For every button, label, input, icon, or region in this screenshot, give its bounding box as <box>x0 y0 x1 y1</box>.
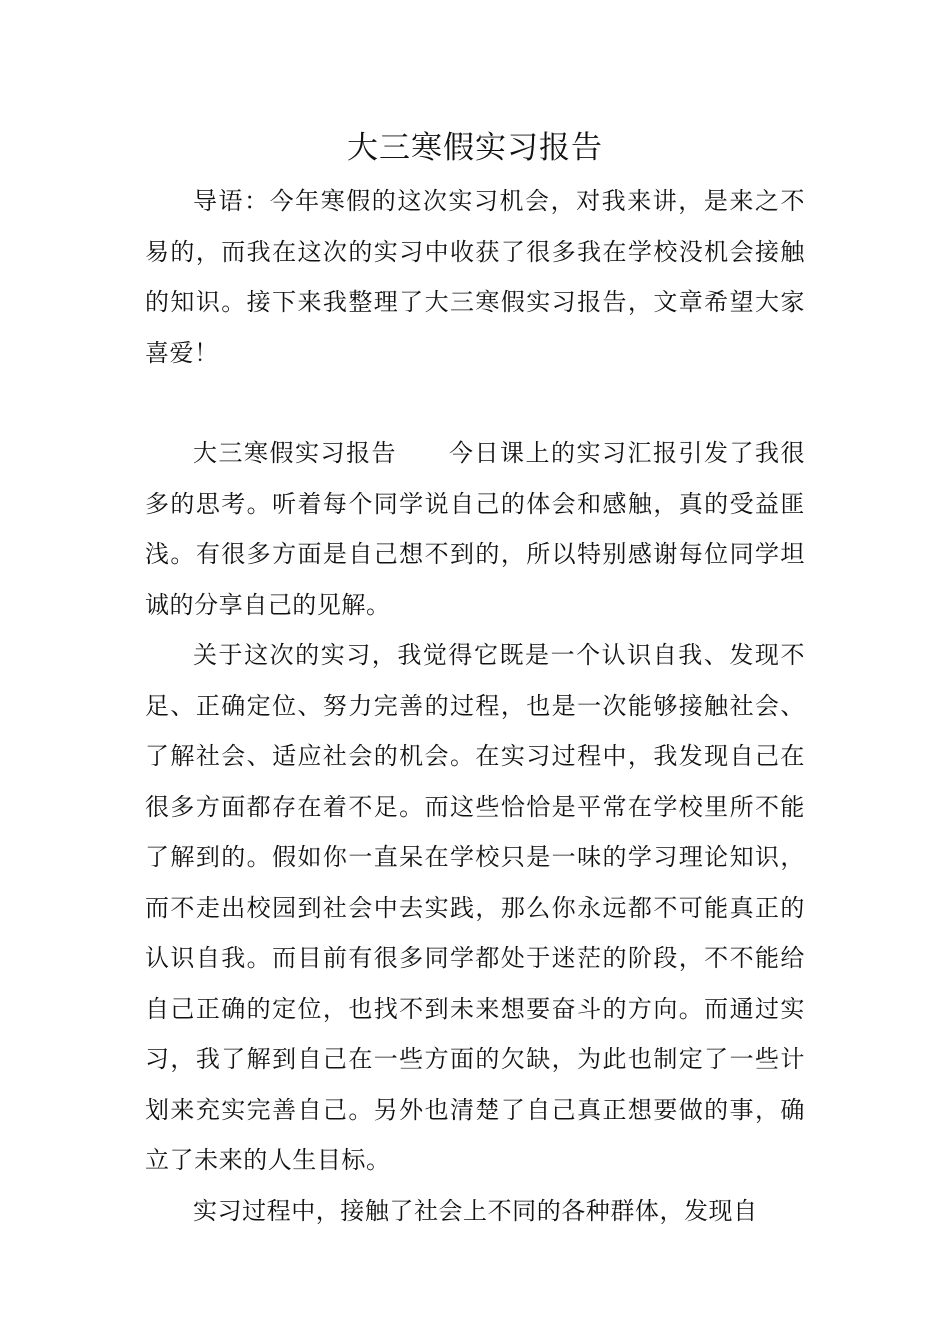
document-title: 大三寒假实习报告 <box>347 130 603 166</box>
body-paragraph-2: 关于这次的实习，我觉得它既是一个认识自我、发现不足、正确定位、努力完善的过程，也是一次能够接触社会、了解社会、适应社会的机会。在实习过程中，我发现自己在很多方面都存在着不足。而这些恰恰是平常在学校里所不能了解到的。假如你一直呆在学校只是一味的学习理论知识，而不走出校园到社会中去实践，那么你永远都不可能真正的认识自我。而目前有很多同学都处于迷茫的阶段，不不能给自己正确的定位，也找不到未来想要奋斗的方向。而通过实习，我了解到自己在一些方面的欠缺，为此也制定了一些计划来充实完善自己。另外也清楚了自己真正想要做的事，确立了未来的人生目标。 <box>145 641 805 1174</box>
intro-paragraph: 导语：今年寒假的这次实习机会，对我来讲，是来之不易的，而我在这次的实习中收获了很多我在学校没机会接触的知识。接下来我整理了大三寒假实习报告，文章希望大家喜爱！ <box>145 187 805 367</box>
body-paragraph-1 <box>145 428 805 630</box>
section-title: 大三寒假实习报告 <box>193 439 397 467</box>
paragraph-spacer <box>145 378 805 428</box>
body-paragraph-3: 实习过程中，接触了社会上不同的各种群体，发现自 <box>193 1196 758 1225</box>
paragraph-text-1: 今日课上的实习汇报引发了我很多的思考。听着每个同学说自己的体会和感触，真的受益匪浅。有很多方面是自己想不到的，所以特别感谢每位同学坦诚的分享自己的见解。 <box>145 439 805 619</box>
document-page <box>145 120 805 1236</box>
